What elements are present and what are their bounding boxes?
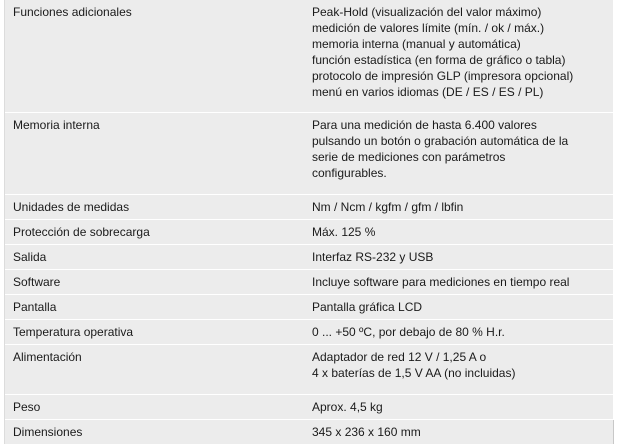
spec-value-line: medición de valores límite (mín. / ok / máx.) xyxy=(312,21,545,35)
spec-label: Protección de sobrecarga xyxy=(13,225,150,239)
spec-value xyxy=(305,113,613,185)
spec-value-line: 0 ... +50 ºC, por debajo de 80 % H.r. xyxy=(312,325,505,339)
spec-label: Salida xyxy=(13,250,47,264)
spec-row-peso xyxy=(5,394,613,419)
spec-value xyxy=(305,320,613,344)
spec-label: Software xyxy=(13,275,61,289)
spec-label: Temperatura operativa xyxy=(13,325,134,339)
spec-label: Dimensiones xyxy=(13,425,83,439)
spec-row-unidades-de-medidas xyxy=(5,194,613,219)
spec-row-temperatura-operativa xyxy=(5,319,613,344)
spec-value-line: función estadística (en forma de gráfico o tabla) xyxy=(312,53,566,67)
spec-label: Pantalla xyxy=(13,300,57,314)
page-edge xyxy=(613,0,619,420)
spec-label: Memoria interna xyxy=(13,118,100,132)
spec-row-software xyxy=(5,269,613,294)
spec-value-line: serie de mediciones con parámetros xyxy=(312,150,506,164)
spec-label: Peso xyxy=(13,400,41,414)
spec-value-line: Aprox. 4,5 kg xyxy=(312,400,383,414)
spec-row-alimentacion xyxy=(5,344,613,394)
spec-value-line: pulsando un botón o grabación automática de la xyxy=(312,134,569,148)
spec-value xyxy=(305,195,613,219)
spec-value-line: 4 x baterías de 1,5 V AA (no incluidas) xyxy=(312,366,516,380)
spec-row-memoria-interna xyxy=(5,112,613,194)
spec-value-line: configurables. xyxy=(312,166,387,180)
spec-value-line: memoria interna (manual y automática) xyxy=(312,37,521,51)
spec-value xyxy=(305,245,613,269)
spec-value-line: Para una medición de hasta 6.400 valores xyxy=(312,118,537,132)
spec-value-line: Adaptador de red 12 V / 1,25 A o xyxy=(312,350,487,364)
spec-value xyxy=(305,345,613,385)
specifications-table xyxy=(4,0,614,444)
spec-value xyxy=(305,295,613,319)
spec-label: Funciones adicionales xyxy=(13,5,132,19)
spec-value-line: Incluye software para mediciones en tiempo real xyxy=(312,275,570,289)
spec-value-line: Peak-Hold (visualización del valor máximo) xyxy=(312,5,542,19)
spec-value-line: Máx. 125 % xyxy=(312,225,376,239)
spec-value-line: Interfaz RS-232 y USB xyxy=(312,250,434,264)
spec-value xyxy=(305,420,613,444)
spec-row-dimensiones xyxy=(5,419,613,444)
spec-value xyxy=(305,0,613,104)
spec-value-line: 345 x 236 x 160 mm xyxy=(312,425,421,439)
spec-label: Alimentación xyxy=(13,350,82,364)
spec-label: Unidades de medidas xyxy=(13,200,130,214)
spec-row-funciones-adicionales xyxy=(5,0,613,112)
spec-row-pantalla xyxy=(5,294,613,319)
spec-value xyxy=(305,220,613,244)
spec-value xyxy=(305,270,613,294)
spec-value-line: protocolo de impresión GLP (impresora opcional) xyxy=(312,69,574,83)
spec-row-salida xyxy=(5,244,613,269)
spec-value-line: Nm / Ncm / kgfm / gfm / lbfin xyxy=(312,200,464,214)
spec-value xyxy=(305,395,613,419)
spec-row-proteccion-de-sobrecarga xyxy=(5,219,613,244)
spec-value-line: menú en varios idiomas (DE / ES / ES / PL) xyxy=(312,85,544,99)
spec-value-line: Pantalla gráfica LCD xyxy=(312,300,423,314)
